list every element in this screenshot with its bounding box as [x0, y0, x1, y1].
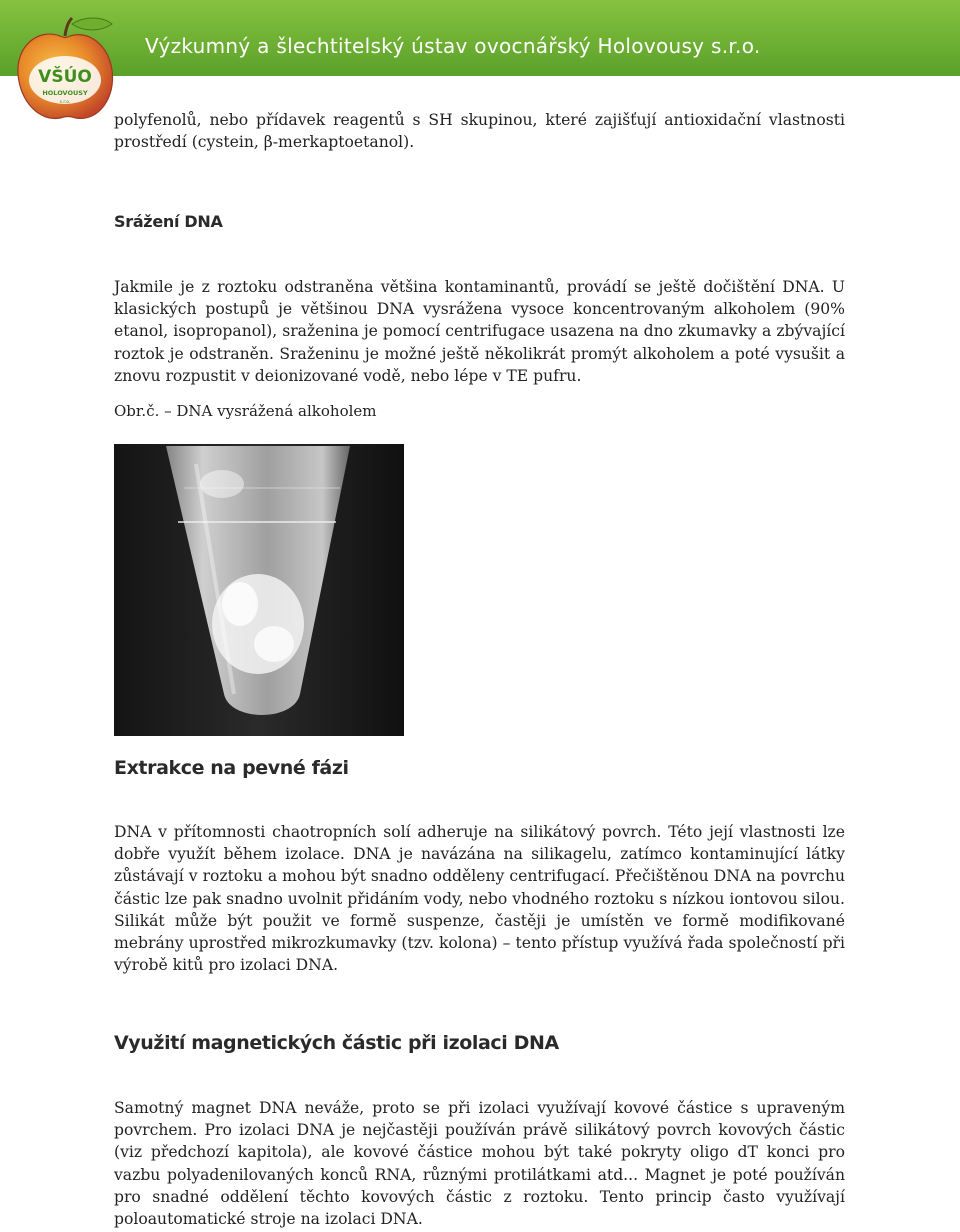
svg-text:s.r.o.: s.r.o.	[59, 100, 71, 105]
organization-name: Výzkumný a šlechtitelský ústav ovocnářský Holovousy s.r.o.	[145, 34, 761, 58]
svg-text:VŠÚO: VŠÚO	[38, 67, 92, 87]
solid-phase-paragraph: DNA v přítomnosti chaotropních solí adheruje na silikátový povrch. Této její vlastnosti lze dobře využít během izolace. DNA je navázána na silikagelu, zatímco kontaminující látky zůstávají v roztoku a mohou být snadno odděleny centrifugací. Přečištěnou DNA na povrchu částic lze pak snadno uvolnit přidáním vody, nebo vhodného roztoku s nízkou iontovou silou. Silikát může být použit ve formě suspenze, častěji je umístěn ve formě modifikované mebrány uprostřed mikrozkumavky (tzv. kolona) – tento přístup využívá řada společností při výrobě kitů pro izolaci DNA.	[114, 823, 845, 975]
intro-paragraph: polyfenolů, nebo přídavek reagentů s SH skupinou, které zajišťují antioxidační vlastnosti prostředí (cystein, β-merkaptoetanol).	[114, 111, 845, 152]
magnetic-paragraph: Samotný magnet DNA neváže, proto se při izolaci využívají kovové částice s upraveným povrchem. Pro izolaci DNA je nejčastěji používán právě silikátový povrch kovových částic (viz předchozí kapitola), ale kovové částice mohou být také pokryty oligo dT konci pro vazbu polyadenilovaných konců RNA, různými protilátkami atd... Magnet je poté používán pro snadné oddělení těchto kovových částic z roztoku. Tento princip často využívají poloautomatické stroje na izolaci DNA.	[114, 1099, 845, 1229]
heading-solid-phase: Extrakce na pevné fázi	[114, 757, 349, 779]
apple-logo	[8, 14, 130, 126]
svg-text:HOLOVOUSY: HOLOVOUSY	[42, 89, 88, 97]
figure-caption: Obr.č. – DNA vysrážená alkoholem	[114, 402, 377, 420]
heading-magnetic: Využití magnetických částic při izolaci DNA	[114, 1032, 559, 1054]
dna-precipitate-photo	[114, 444, 404, 736]
heading-precipitation: Srážení DNA	[114, 212, 223, 231]
precipitation-paragraph: Jakmile je z roztoku odstraněna většina kontaminantů, provádí se ještě dočištění DNA. U klasických postupů je většinou DNA vysrážena vysoce koncentrovaným alkoholem (90% etanol, isopropanol), sraženina je pomocí centrifugace usazena na dno zkumavky a zbývající roztok je odstraněn. Sraženinu je možné ještě několikrát promýt alkoholem a poté vysušit a znovu rozpustit v deionizované vodě, nebo lépe v TE pufru.	[114, 278, 845, 385]
header-banner	[0, 0, 960, 76]
